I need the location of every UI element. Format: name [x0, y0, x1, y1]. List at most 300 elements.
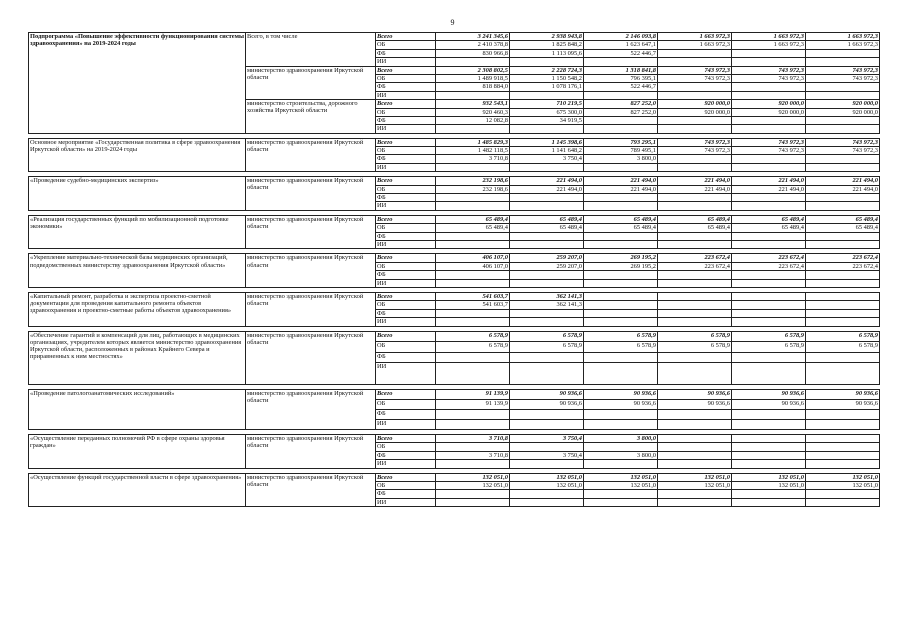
amount-cell: 1 663 972,3 — [658, 41, 732, 49]
funding-source-cell: Всего — [376, 66, 436, 74]
amount-cell — [510, 352, 584, 363]
amount-cell — [806, 155, 880, 163]
amount-cell — [806, 232, 880, 240]
amount-cell: 743 972,3 — [658, 66, 732, 74]
amount-cell — [436, 163, 510, 171]
amount-cell — [732, 443, 806, 451]
amount-cell: 90 936,6 — [732, 390, 806, 400]
amount-cell — [732, 163, 806, 171]
amount-cell — [732, 301, 806, 309]
amount-cell: 1 663 972,3 — [658, 33, 732, 41]
amount-cell: 221 494,0 — [584, 177, 658, 185]
amount-cell: 221 494,0 — [732, 185, 806, 193]
amount-cell: 1 663 972,3 — [806, 41, 880, 49]
amount-cell — [584, 194, 658, 202]
table-row — [29, 33, 880, 41]
amount-cell — [658, 420, 732, 430]
amount-cell — [584, 363, 658, 385]
amount-cell: 1 663 972,3 — [732, 41, 806, 49]
amount-cell — [658, 352, 732, 363]
amount-cell — [510, 202, 584, 210]
table-row — [29, 215, 880, 223]
table-row — [29, 473, 880, 481]
amount-cell: 2 410 378,8 — [436, 41, 510, 49]
funding-source-cell: Всего — [376, 473, 436, 481]
amount-cell — [584, 116, 658, 124]
amount-cell: 132 051,0 — [658, 473, 732, 481]
amount-cell — [658, 318, 732, 326]
funding-source-cell: ИИ — [376, 460, 436, 468]
amount-cell — [584, 271, 658, 279]
amount-cell — [584, 125, 658, 133]
amount-cell — [732, 194, 806, 202]
amount-cell: 259 207,0 — [510, 254, 584, 262]
amount-cell — [806, 420, 880, 430]
amount-cell — [806, 125, 880, 133]
amount-cell: 65 489,4 — [436, 215, 510, 223]
funding-source-cell: ИИ — [376, 202, 436, 210]
amount-cell: 920 000,0 — [658, 100, 732, 108]
amount-cell: 6 578,9 — [806, 331, 880, 342]
amount-cell: 1 078 176,1 — [510, 83, 584, 91]
amount-cell — [584, 420, 658, 430]
amount-cell — [510, 498, 584, 506]
funding-source-cell: ОБ — [376, 108, 436, 116]
table-row — [29, 390, 880, 400]
amount-cell: 6 578,9 — [584, 331, 658, 342]
amount-cell: 223 672,4 — [732, 262, 806, 270]
table-row — [29, 292, 880, 300]
funding-source-cell: ФБ — [376, 155, 436, 163]
table-row — [29, 435, 880, 443]
amount-cell: 91 139,9 — [436, 400, 510, 410]
amount-cell — [436, 363, 510, 385]
amount-cell: 1 485 829,3 — [436, 138, 510, 146]
funding-source-cell: Всего — [376, 254, 436, 262]
amount-cell — [732, 155, 806, 163]
funding-source-cell: ФБ — [376, 232, 436, 240]
amount-cell: 1 141 648,2 — [510, 147, 584, 155]
amount-cell — [436, 460, 510, 468]
amount-cell: 920 000,0 — [806, 100, 880, 108]
amount-cell — [732, 91, 806, 99]
amount-cell — [510, 125, 584, 133]
amount-cell: 269 195,2 — [584, 262, 658, 270]
amount-cell — [436, 125, 510, 133]
amount-cell: 2 146 093,8 — [584, 33, 658, 41]
executor-cell: министерство здравоохранения Иркутской области — [246, 66, 376, 100]
amount-cell: 1 663 972,3 — [806, 33, 880, 41]
amount-cell — [658, 116, 732, 124]
funding-source-cell: ОБ — [376, 262, 436, 270]
amount-cell — [658, 58, 732, 66]
amount-cell: 6 578,9 — [436, 331, 510, 342]
amount-cell: 743 972,3 — [732, 66, 806, 74]
amount-cell — [658, 410, 732, 420]
amount-cell — [806, 301, 880, 309]
amount-cell — [658, 83, 732, 91]
amount-cell: 223 672,4 — [732, 254, 806, 262]
amount-cell: 1 145 398,6 — [510, 138, 584, 146]
executor-cell: министерство здравоохранения Иркутской области — [246, 254, 376, 288]
program-title-cell: Основное мероприятие «Государственная политика в сфере здравоохранения Иркутской области» на 2019-2024 годы — [29, 138, 246, 172]
amount-cell: 132 051,0 — [436, 481, 510, 489]
executor-cell: министерство здравоохранения Иркутской области — [246, 473, 376, 507]
amount-cell — [658, 301, 732, 309]
amount-cell — [806, 91, 880, 99]
executor-cell: Всего, в том числе — [246, 33, 376, 67]
amount-cell: 6 578,9 — [436, 342, 510, 353]
amount-cell: 827 252,0 — [584, 100, 658, 108]
amount-cell: 362 141,3 — [510, 301, 584, 309]
funding-source-cell: ИИ — [376, 58, 436, 66]
funding-source-cell: ИИ — [376, 318, 436, 326]
amount-cell — [436, 498, 510, 506]
amount-cell: 3 710,8 — [436, 451, 510, 459]
amount-cell — [510, 309, 584, 317]
amount-cell — [584, 352, 658, 363]
amount-cell — [584, 490, 658, 498]
program-title-cell: «Капитальный ремонт, разработка и экспертиза проектно-сметной документации для проведения капитального ремонта объектов здравоохранения и проектно-сметные работы объектов здравоохранения» — [29, 292, 246, 326]
amount-cell — [658, 443, 732, 451]
amount-cell — [732, 83, 806, 91]
amount-cell: 6 578,9 — [584, 342, 658, 353]
amount-cell — [732, 318, 806, 326]
funding-source-cell: Всего — [376, 177, 436, 185]
amount-cell: 269 195,2 — [584, 254, 658, 262]
executor-cell: министерство здравоохранения Иркутской области — [246, 390, 376, 430]
amount-cell — [732, 116, 806, 124]
amount-cell — [806, 202, 880, 210]
amount-cell: 90 936,6 — [806, 390, 880, 400]
amount-cell: 920 000,0 — [732, 100, 806, 108]
funding-source-cell: ФБ — [376, 83, 436, 91]
amount-cell: 90 936,6 — [510, 390, 584, 400]
amount-cell: 1 663 972,3 — [732, 33, 806, 41]
amount-cell: 132 051,0 — [658, 481, 732, 489]
amount-cell — [732, 240, 806, 248]
program-title-cell: «Реализация государственных функций по мобилизационной подготовке экономики» — [29, 215, 246, 249]
amount-cell — [436, 58, 510, 66]
amount-cell: 818 884,0 — [436, 83, 510, 91]
amount-cell — [732, 58, 806, 66]
funding-source-cell: ФБ — [376, 194, 436, 202]
amount-cell — [436, 271, 510, 279]
funding-source-cell: ИИ — [376, 420, 436, 430]
amount-cell: 65 489,4 — [584, 224, 658, 232]
amount-cell: 90 936,6 — [732, 400, 806, 410]
amount-cell: 132 051,0 — [732, 481, 806, 489]
amount-cell — [436, 490, 510, 498]
funding-source-cell: Всего — [376, 100, 436, 108]
amount-cell — [806, 309, 880, 317]
amount-cell: 743 972,3 — [806, 74, 880, 82]
funding-source-cell: ИИ — [376, 279, 436, 287]
funding-source-cell: ИИ — [376, 125, 436, 133]
funding-source-cell: ФБ — [376, 352, 436, 363]
amount-cell: 65 489,4 — [732, 215, 806, 223]
amount-cell — [658, 292, 732, 300]
funding-source-cell: ИИ — [376, 240, 436, 248]
amount-cell: 221 494,0 — [806, 177, 880, 185]
amount-cell — [584, 318, 658, 326]
amount-cell: 90 936,6 — [658, 390, 732, 400]
amount-cell: 223 672,4 — [806, 254, 880, 262]
amount-cell: 132 051,0 — [584, 481, 658, 489]
amount-cell — [806, 490, 880, 498]
funding-source-cell: ИИ — [376, 363, 436, 385]
program-title-cell: «Проведение судебно-медицинских экспертиз» — [29, 177, 246, 211]
amount-cell: 232 198,6 — [436, 185, 510, 193]
amount-cell — [806, 292, 880, 300]
amount-cell — [732, 363, 806, 385]
program-title-cell: «Обеспечение гарантий и компенсаций для лиц, работающих в медицинских организациях, учредителем которых является министерство здравоохранения Иркутской области, расположенных в районах Крайнего Севера и приравненных к ним местностях» — [29, 331, 246, 385]
amount-cell — [510, 279, 584, 287]
amount-cell — [806, 318, 880, 326]
amount-cell — [436, 279, 510, 287]
executor-cell: министерство здравоохранения Иркутской области — [246, 331, 376, 385]
amount-cell: 12 082,8 — [436, 116, 510, 124]
amount-cell — [510, 460, 584, 468]
amount-cell — [658, 451, 732, 459]
amount-cell — [584, 240, 658, 248]
executor-cell: министерство здравоохранения Иркутской области — [246, 138, 376, 172]
amount-cell: 3 750,4 — [510, 451, 584, 459]
funding-source-cell: ОБ — [376, 147, 436, 155]
amount-cell — [584, 301, 658, 309]
funding-source-cell: Всего — [376, 215, 436, 223]
amount-cell: 65 489,4 — [732, 224, 806, 232]
amount-cell — [510, 318, 584, 326]
amount-cell: 3 750,4 — [510, 155, 584, 163]
amount-cell — [658, 49, 732, 57]
funding-source-cell: ФБ — [376, 49, 436, 57]
amount-cell: 65 489,4 — [510, 215, 584, 223]
amount-cell: 90 936,6 — [806, 400, 880, 410]
amount-cell — [732, 460, 806, 468]
amount-cell — [510, 271, 584, 279]
funding-source-cell: ИИ — [376, 498, 436, 506]
amount-cell — [436, 202, 510, 210]
amount-cell: 132 051,0 — [510, 473, 584, 481]
funding-source-cell: ФБ — [376, 116, 436, 124]
amount-cell: 743 972,3 — [658, 74, 732, 82]
amount-cell — [510, 443, 584, 451]
amount-cell — [732, 420, 806, 430]
amount-cell: 743 972,3 — [806, 66, 880, 74]
amount-cell: 743 972,3 — [658, 138, 732, 146]
amount-cell: 3 710,8 — [436, 155, 510, 163]
amount-cell — [658, 125, 732, 133]
amount-cell — [436, 240, 510, 248]
amount-cell — [658, 279, 732, 287]
amount-cell — [806, 116, 880, 124]
program-title-cell: «Проведение патологоанатомических исследований» — [29, 390, 246, 430]
amount-cell — [436, 318, 510, 326]
amount-cell: 1 318 841,8 — [584, 66, 658, 74]
amount-cell: 90 936,6 — [584, 390, 658, 400]
amount-cell: 3 800,0 — [584, 155, 658, 163]
amount-cell — [436, 232, 510, 240]
amount-cell — [584, 232, 658, 240]
table-row — [29, 331, 880, 342]
amount-cell — [732, 309, 806, 317]
amount-cell: 6 578,9 — [658, 331, 732, 342]
funding-source-cell: ФБ — [376, 309, 436, 317]
amount-cell — [732, 435, 806, 443]
amount-cell — [732, 202, 806, 210]
amount-cell: 132 051,0 — [584, 473, 658, 481]
amount-cell — [658, 460, 732, 468]
amount-cell: 91 139,9 — [436, 390, 510, 400]
amount-cell — [658, 240, 732, 248]
amount-cell: 830 966,8 — [436, 49, 510, 57]
amount-cell: 541 603,7 — [436, 301, 510, 309]
amount-cell: 932 543,1 — [436, 100, 510, 108]
amount-cell — [806, 194, 880, 202]
executor-cell: министерство здравоохранения Иркутской области — [246, 435, 376, 469]
amount-cell — [510, 91, 584, 99]
amount-cell: 522 446,7 — [584, 49, 658, 57]
amount-cell: 362 141,3 — [510, 292, 584, 300]
funding-source-cell: ОБ — [376, 41, 436, 49]
funding-source-cell: ОБ — [376, 301, 436, 309]
amount-cell — [584, 292, 658, 300]
amount-cell: 221 494,0 — [584, 185, 658, 193]
amount-cell — [510, 58, 584, 66]
program-title-cell: «Осуществление функций государственной власти в сфере здравоохранения» — [29, 473, 246, 507]
amount-cell: 2 308 802,5 — [436, 66, 510, 74]
amount-cell — [732, 279, 806, 287]
amount-cell — [658, 202, 732, 210]
amount-cell — [584, 410, 658, 420]
amount-cell — [806, 363, 880, 385]
funding-source-cell: Всего — [376, 390, 436, 400]
amount-cell: 743 972,3 — [806, 147, 880, 155]
amount-cell: 221 494,0 — [658, 177, 732, 185]
amount-cell: 3 800,0 — [584, 451, 658, 459]
amount-cell — [658, 194, 732, 202]
amount-cell: 221 494,0 — [806, 185, 880, 193]
amount-cell — [806, 435, 880, 443]
amount-cell: 6 578,9 — [732, 342, 806, 353]
amount-cell — [732, 271, 806, 279]
funding-source-cell: ОБ — [376, 342, 436, 353]
amount-cell — [584, 163, 658, 171]
amount-cell: 1 113 095,6 — [510, 49, 584, 57]
amount-cell — [658, 309, 732, 317]
funding-source-cell: Всего — [376, 435, 436, 443]
amount-cell — [806, 163, 880, 171]
executor-cell: министерство строительства, дорожного хозяйства Иркутской области — [246, 100, 376, 134]
amount-cell: 743 972,3 — [732, 138, 806, 146]
amount-cell — [658, 490, 732, 498]
table-row — [29, 177, 880, 185]
funding-source-cell: ОБ — [376, 224, 436, 232]
amount-cell — [732, 232, 806, 240]
amount-cell: 920 000,0 — [658, 108, 732, 116]
amount-cell — [510, 163, 584, 171]
amount-cell — [806, 498, 880, 506]
page-number: 9 — [450, 18, 455, 27]
amount-cell: 1 489 918,5 — [436, 74, 510, 82]
funding-source-cell: ФБ — [376, 451, 436, 459]
funding-source-cell: ФБ — [376, 271, 436, 279]
amount-cell: 406 107,0 — [436, 254, 510, 262]
amount-cell: 221 494,0 — [658, 185, 732, 193]
funding-source-cell: ОБ — [376, 185, 436, 193]
amount-cell — [510, 194, 584, 202]
amount-cell — [806, 279, 880, 287]
amount-cell: 65 489,4 — [658, 215, 732, 223]
funding-source-cell: ОБ — [376, 400, 436, 410]
amount-cell — [806, 240, 880, 248]
amount-cell — [584, 443, 658, 451]
amount-cell — [436, 352, 510, 363]
funding-source-cell: ИИ — [376, 91, 436, 99]
amount-cell — [658, 163, 732, 171]
amount-cell — [584, 460, 658, 468]
amount-cell: 232 198,6 — [436, 177, 510, 185]
program-title-cell: «Укрепление материально-технической базы медицинских организаций, подведомственных министерству здравоохранения Иркутской области» — [29, 254, 246, 288]
amount-cell: 920 000,0 — [732, 108, 806, 116]
amount-cell: 132 051,0 — [806, 481, 880, 489]
amount-cell — [436, 410, 510, 420]
amount-cell — [510, 410, 584, 420]
amount-cell — [732, 410, 806, 420]
amount-cell — [806, 352, 880, 363]
amount-cell: 920 460,3 — [436, 108, 510, 116]
executor-cell: министерство здравоохранения Иркутской области — [246, 292, 376, 326]
amount-cell: 223 672,4 — [658, 254, 732, 262]
amount-cell — [658, 435, 732, 443]
amount-cell: 259 207,0 — [510, 262, 584, 270]
amount-cell: 65 489,4 — [806, 215, 880, 223]
amount-cell: 132 051,0 — [436, 473, 510, 481]
amount-cell — [584, 202, 658, 210]
amount-cell — [806, 451, 880, 459]
amount-cell: 789 495,1 — [584, 147, 658, 155]
amount-cell: 920 000,0 — [806, 108, 880, 116]
amount-cell — [584, 498, 658, 506]
amount-cell — [732, 451, 806, 459]
amount-cell — [584, 58, 658, 66]
amount-cell: 3 800,0 — [584, 435, 658, 443]
amount-cell: 65 489,4 — [806, 224, 880, 232]
amount-cell: 793 295,1 — [584, 138, 658, 146]
table-body — [29, 33, 880, 507]
amount-cell — [806, 443, 880, 451]
amount-cell — [510, 240, 584, 248]
amount-cell: 675 300,0 — [510, 108, 584, 116]
amount-cell — [584, 279, 658, 287]
funding-source-cell: Всего — [376, 331, 436, 342]
funding-source-cell: ФБ — [376, 490, 436, 498]
amount-cell — [510, 490, 584, 498]
amount-cell: 3 750,4 — [510, 435, 584, 443]
table-row — [29, 254, 880, 262]
amount-cell: 132 051,0 — [806, 473, 880, 481]
amount-cell: 3 241 345,6 — [436, 33, 510, 41]
amount-cell — [806, 83, 880, 91]
amount-cell: 743 972,3 — [806, 138, 880, 146]
amount-cell — [732, 49, 806, 57]
amount-cell: 34 919,5 — [510, 116, 584, 124]
table-row — [29, 138, 880, 146]
amount-cell: 6 578,9 — [658, 342, 732, 353]
amount-cell: 522 446,7 — [584, 83, 658, 91]
amount-cell — [510, 420, 584, 430]
